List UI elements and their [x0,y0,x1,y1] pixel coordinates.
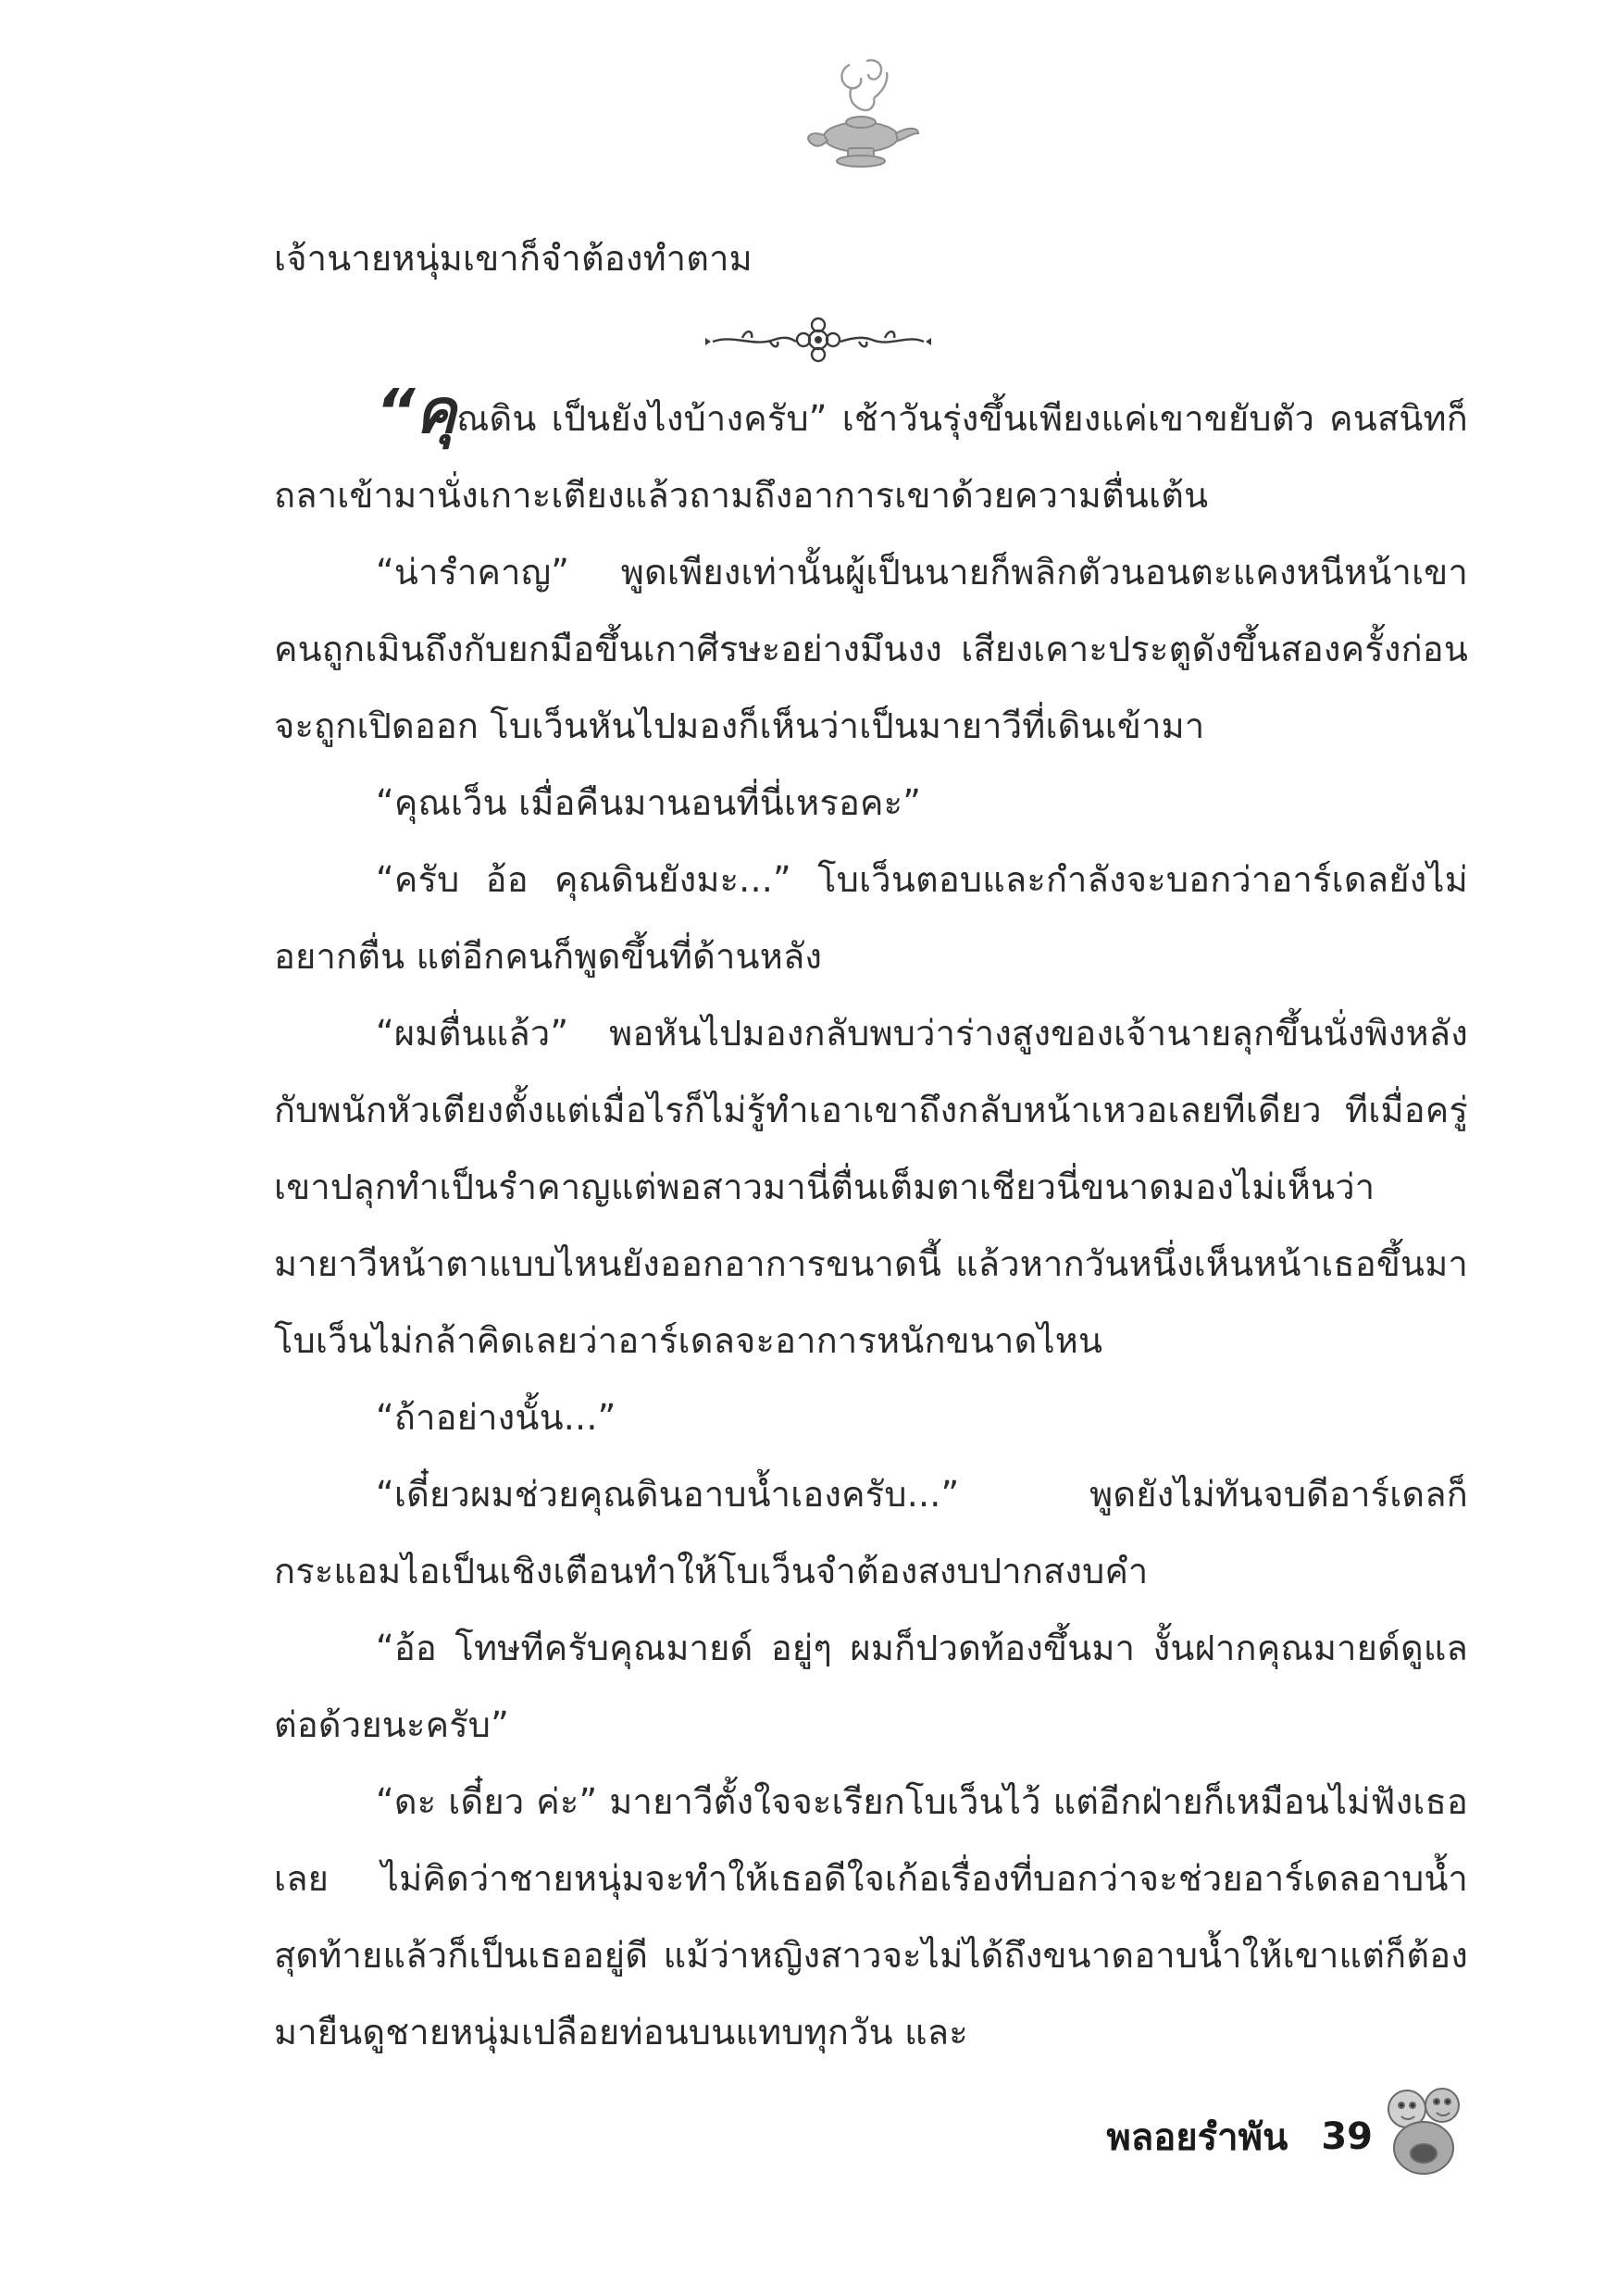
book-title: พลอยรำพัน [1106,2116,1288,2159]
section-divider [274,297,1468,381]
page-number: 39 [1321,2115,1373,2158]
genie-lamp-icon [796,48,926,178]
paragraph: “คุณเว็น เมื่อคืนมานอนที่นี่เหรอคะ” [376,782,922,823]
floral-divider-icon [705,310,931,369]
paragraph: “น่ารำคาญ” พูดเพียงเท่านั้นผู้เป็นนายก็พลิกตัวนอนตะแคงหนีหน้าเขา คนถูกเมินถึงกับยกมือขึ้นเกาศีรษะอย่างมึนงง เสียงเคาะประตูดังขึ้นสองครั้งก่อนจะถูกเปิดออก โบเว็นหันไปมองก็เห็นว่าเป็นมายาวีที่เดินเข้ามา [274,552,1468,746]
paragraph: “ผมตื่นแล้ว” พอหันไปมองกลับพบว่าร่างสูงของเจ้านายลุกขึ้นนั่งพิงหลังกับพนักหัวเตียงตั้งแต่เมื่อไรก็ไม่รู้ทำเอาเขาถึงกลับหน้าเหวอเลยทีเดียว ทีเมื่อครู่เขาปลุกทำเป็นรำคาญแต่พอสาวมานี่ตื่นเต็มตาเชียวนี่ขนาดมองไม่เห็นว่ามายาวีหน้าตาแบบไหนยังออกอาการขนาดนี้ แล้วหากวันหนึ่งเห็นหน้าเธอขึ้นมาโบเว็นไม่กล้าคิดเลยว่าอาร์เดลจะอาการหนักขนาดไหน [274,1013,1468,1361]
paragraph: “ดะ เดี๋ยว ค่ะ” มายาวีตั้งใจจะเรียกโบเว็นไว้ แต่อีกฝ่ายก็เหมือนไม่ฟังเธอเลย ไม่คิดว่าชายหนุ่มจะทำให้เธอดีใจเก้อเรื่องที่บอกว่าจะช่วยอาร์เดลอาบน้ำสุดท้ายแล้วก็เป็นเธออยู่ดี แม้ว่าหญิงสาวจะไม่ได้ถึงขนาดอาบน้ำให้เขาแต่ก็ต้องมายืนดูชายหนุ่มเปลือยท่อนบนแทบทุกวัน และ [274,1781,1468,2053]
drop-cap: “คุ [376,376,457,447]
paragraph-opening [274,376,1468,534]
paragraph: “อ้อ โทษทีครับคุณมายด์ อยู่ๆ ผมก็ปวดท้องขึ้นมา งั้นฝากคุณมายด์ดูแลต่อด้วยนะครับ” [274,1628,1468,1745]
paragraph: “ครับ อ้อ คุณดินยังมะ...” โบเว็นตอบและกำลังจะบอกว่าอาร์เดลยังไม่อยากตื่น แต่อีกคนก็พูดขึ้นที่ด้านหลัง [274,859,1468,977]
body-text [274,220,1468,2071]
cartoon-characters-icon [1370,2074,1481,2185]
paragraph: เจ้านายหนุ่มเขาก็จำต้องทำตาม [274,238,753,279]
paragraph: “ถ้าอย่างนั้น...” [376,1397,616,1438]
paragraph-text: ณดิน เป็นยังไงบ้างครับ” เช้าวันรุ่งขึ้นเพียงแค่เขาขยับตัว คนสนิทก็ถลาเข้ามานั่งเกาะเตียงแล้วถามถึงอาการเขาด้วยความตื่นเต้น [274,398,1468,516]
page-footer [1106,2100,1373,2174]
paragraph: “เดี๋ยวผมช่วยคุณดินอาบน้ำเองครับ...” พูดยังไม่ทันจบดีอาร์เดลก็กระแอมไอเป็นเชิงเตือนทำให้โบเว็นจำต้องสงบปากสงบคำ [274,1474,1468,1591]
